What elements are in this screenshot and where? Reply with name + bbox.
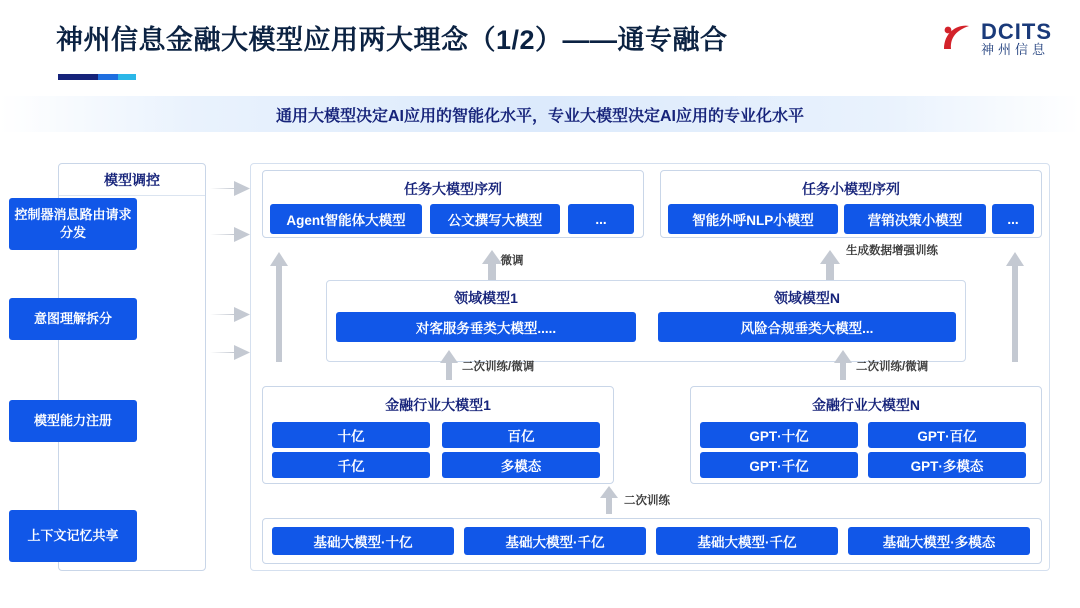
domain-model-n-title: 领域模型N — [773, 290, 841, 306]
left-item-router[interactable]: 控制器消息路由请求分发 — [9, 198, 137, 250]
industry-model-n-title: 金融行业大模型N — [811, 397, 921, 413]
task-large-item-1[interactable]: 公文撰写大模型 — [430, 204, 560, 234]
industry-1-item-3[interactable]: 多模态 — [442, 452, 600, 478]
page-title: 神州信息金融大模型应用两大理念（1/2）——通专融合 — [56, 25, 728, 55]
caption-retrain-base: 二次训练 — [624, 495, 670, 507]
title-underline — [58, 74, 136, 80]
brand-logo — [939, 20, 1052, 57]
retrain-left-arrow — [438, 350, 460, 380]
domain-model-n-item[interactable]: 风险合规垂类大模型... — [658, 312, 956, 342]
left-item-registry[interactable]: 模型能力注册 — [9, 400, 137, 442]
industry-1-item-1[interactable]: 百亿 — [442, 422, 600, 448]
flow-arrow-2 — [208, 222, 252, 246]
base-model-3[interactable]: 基础大模型·多模态 — [848, 527, 1030, 555]
base-model-0[interactable]: 基础大模型·十亿 — [272, 527, 454, 555]
flow-arrow-1 — [208, 176, 252, 200]
caption-data-aug: 生成数据增强训练 — [846, 245, 938, 257]
industry-n-item-3[interactable]: GPT·多模态 — [868, 452, 1026, 478]
industry-1-item-0[interactable]: 十亿 — [272, 422, 430, 448]
task-large-item-more[interactable]: ... — [568, 204, 634, 234]
task-small-item-0[interactable]: 智能外呼NLP小模型 — [668, 204, 838, 234]
task-small-item-1[interactable]: 营销决策小模型 — [844, 204, 986, 234]
industry-1-item-2[interactable]: 千亿 — [272, 452, 430, 478]
task-large-title: 任务大模型序列 — [404, 181, 502, 197]
caption-retrain-left: 二次训练/微调 — [462, 361, 535, 373]
flow-arrow-4 — [208, 340, 252, 364]
subtitle: 通用大模型决定AI应用的智能化水平，专业大模型决定AI应用的专业化水平 — [275, 108, 804, 125]
caption-retrain-right: 二次训练/微调 — [856, 361, 929, 373]
task-small-item-more[interactable]: ... — [992, 204, 1034, 234]
domain-model-1-title: 领域模型1 — [454, 290, 518, 306]
left-item-intent[interactable]: 意图理解拆分 — [9, 298, 137, 340]
flow-arrow-3 — [208, 302, 252, 326]
industry-n-item-1[interactable]: GPT·百亿 — [868, 422, 1026, 448]
task-small-title: 任务小模型序列 — [802, 181, 900, 197]
logo-text-en: DCITS — [981, 19, 1052, 44]
right-long-arrow — [1004, 252, 1026, 362]
logo-text-cn: 神州信息 — [981, 42, 1050, 58]
industry-n-item-0[interactable]: GPT·十亿 — [700, 422, 858, 448]
logo-swirl-icon — [939, 21, 973, 55]
left-long-arrow — [268, 252, 290, 362]
industry-model-1-title: 金融行业大模型1 — [385, 397, 491, 413]
domain-model-1-item[interactable]: 对客服务垂类大模型..... — [336, 312, 636, 342]
model-control-title: 模型调控 — [59, 164, 205, 196]
retrain-base-arrow — [598, 486, 620, 514]
task-large-item-0[interactable]: Agent智能体大模型 — [270, 204, 422, 234]
base-model-1[interactable]: 基础大模型·千亿 — [464, 527, 646, 555]
left-item-context[interactable]: 上下文记忆共享 — [9, 510, 137, 562]
base-model-2[interactable]: 基础大模型·千亿 — [656, 527, 838, 555]
caption-finetune: 微调 — [500, 255, 524, 267]
retrain-right-arrow — [832, 350, 854, 380]
industry-n-item-2[interactable]: GPT·千亿 — [700, 452, 858, 478]
